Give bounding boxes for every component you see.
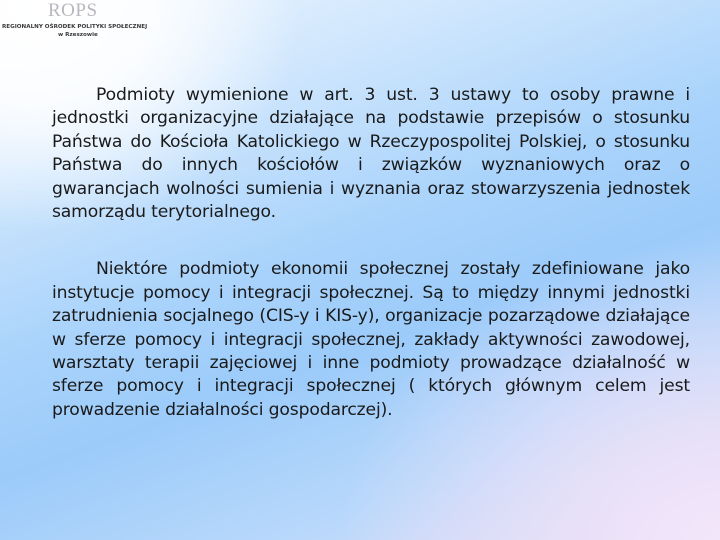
logo-org-city: w Rzeszowie <box>58 32 98 38</box>
paragraph-legal-entities: Podmioty wymienione w art. 3 ust. 3 ustawy to osoby prawne i jednostki organizacyjne działające na podstawie przepisów o stosunku Państwa do Kościoła Katolickiego w Rzeczypospolitej Polskiej, o stosunku Państwa do innych kościołów i związków wyznaniowych oraz o gwarancjach wolności sumienia i wyznania oraz stowarzyszenia jednostek samorządu terytorialnego. <box>52 85 690 223</box>
paragraph-social-economy: Niektóre podmioty ekonomii społecznej zostały zdefiniowane jako instytucje pomocy i integracji społecznej. Są to między innymi jednostki zatrudnienia socjalnego (CIS-y i KIS-y), organizacje pozarządowe działające w sferze pomocy i integracji społecznej, zakłady aktywności zawodowej, warsztaty terapii zajęciowej i inne podmioty prowadzące działalność w sferze pomocy i integracji społecznej ( których głównym celem jest prowadzenie działalności gospodarczej). <box>52 259 690 420</box>
logo-org-name: REGIONALNY OŚRODEK POLITYKI SPOŁECZNEJ <box>2 24 148 30</box>
slide-content <box>52 84 690 422</box>
rops-logo <box>2 1 162 43</box>
logo-mark: ROPS <box>48 0 98 21</box>
